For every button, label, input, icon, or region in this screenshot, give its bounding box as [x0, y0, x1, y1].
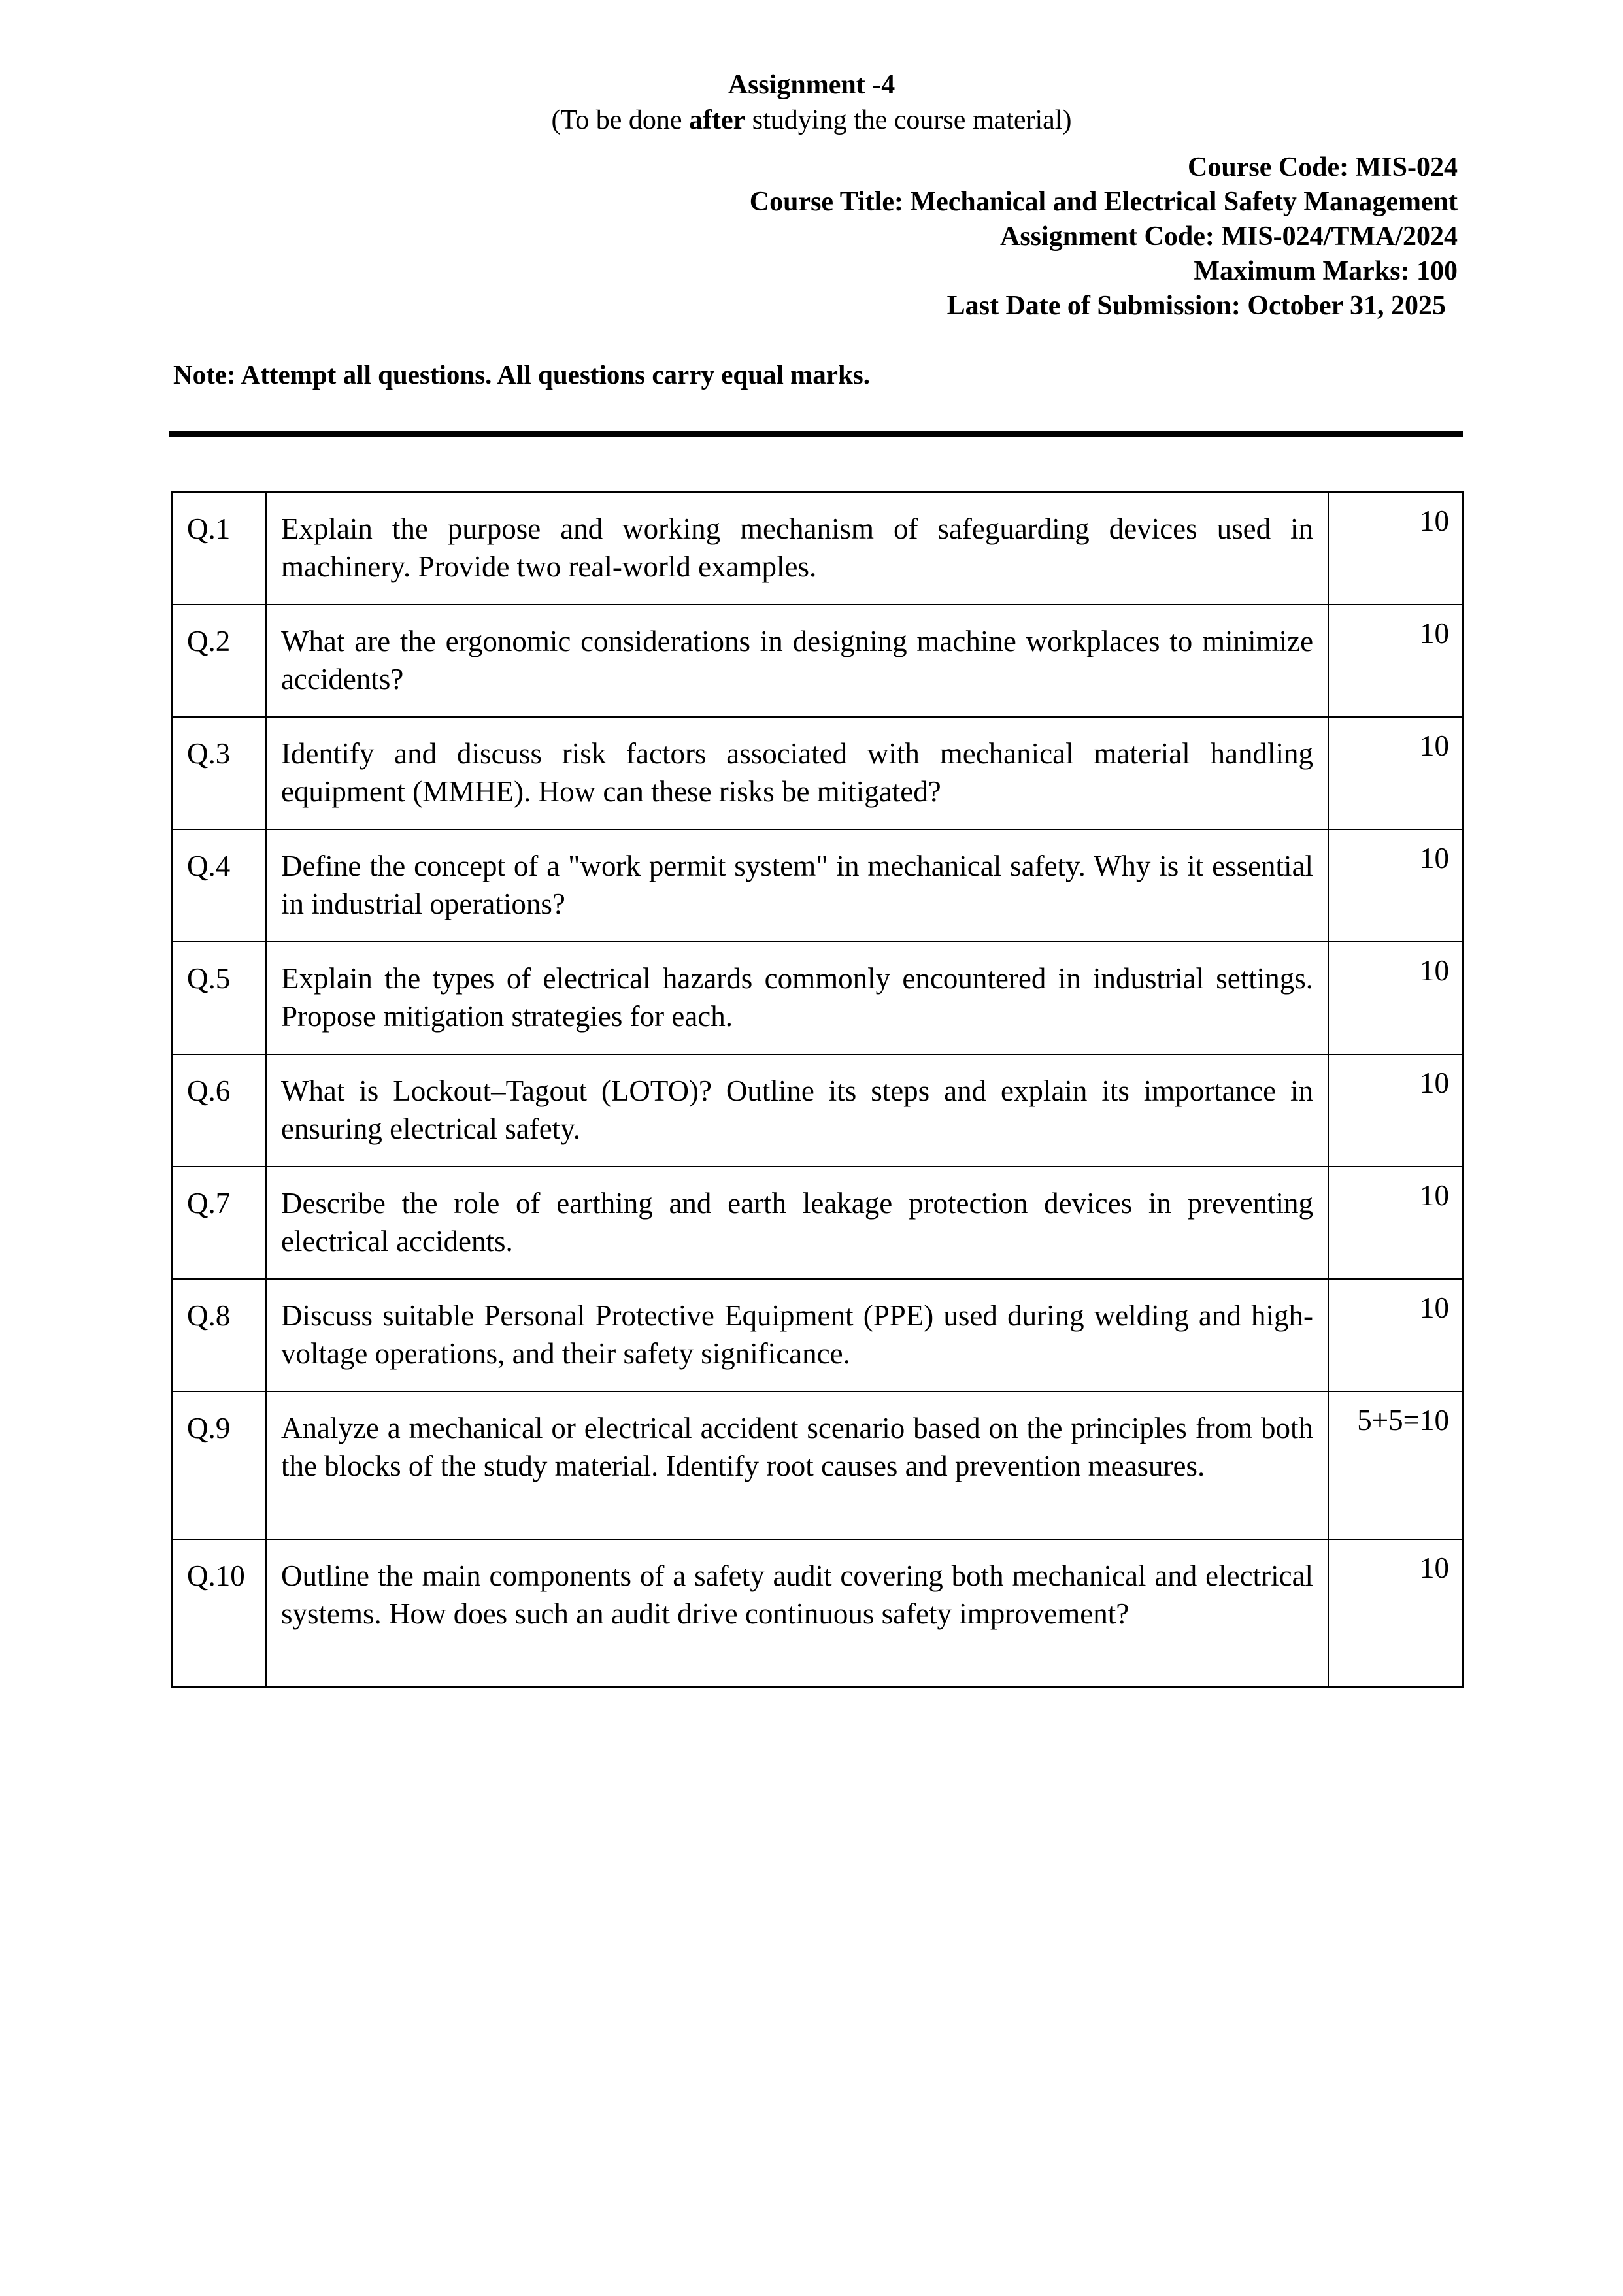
question-row: [172, 1279, 1463, 1391]
question-row: [172, 829, 1463, 942]
question-marks: 5+5=10: [1328, 1391, 1463, 1539]
question-marks: 10: [1328, 942, 1463, 1054]
subtitle-prefix: (To be done: [551, 105, 690, 135]
assignment-code: Assignment Code: MIS-024/TMA/2024: [1000, 222, 1458, 252]
question-row: [172, 1054, 1463, 1167]
question-row: [172, 1539, 1463, 1687]
question-number: Q.9: [172, 1391, 266, 1539]
questions-table: [171, 491, 1464, 1688]
header-divider: [169, 431, 1463, 437]
question-row: [172, 1167, 1463, 1279]
instructions-note: Note: Attempt all questions. All questions carry equal marks.: [173, 359, 870, 390]
question-text: Outline the main components of a safety audit covering both mechanical and electrical systems. How does such an audit drive continuous safety improvement?: [266, 1539, 1328, 1687]
question-row: [172, 717, 1463, 829]
question-row: [172, 942, 1463, 1054]
question-marks: 10: [1328, 1279, 1463, 1391]
subtitle-emphasis: after: [689, 105, 746, 135]
question-text: Describe the role of earthing and earth leakage protection devices in preventing electrical accidents.: [266, 1167, 1328, 1279]
question-number: Q.7: [172, 1167, 266, 1279]
question-number: Q.1: [172, 492, 266, 605]
question-text: Analyze a mechanical or electrical accident scenario based on the principles from both the blocks of the study material. Identify root causes and prevention measures.: [266, 1391, 1328, 1539]
question-text: What are the ergonomic considerations in designing machine workplaces to minimize accidents?: [266, 605, 1328, 717]
question-marks: 10: [1328, 829, 1463, 942]
question-marks: 10: [1328, 492, 1463, 605]
question-text: Identify and discuss risk factors associated with mechanical material handling equipment (MMHE). How can these risks be mitigated?: [266, 717, 1328, 829]
question-text: Discuss suitable Personal Protective Equipment (PPE) used during welding and high-voltage operations, and their safety significance.: [266, 1279, 1328, 1391]
question-row: [172, 492, 1463, 605]
question-number: Q.8: [172, 1279, 266, 1391]
course-code: Course Code: MIS-024: [1188, 152, 1458, 182]
question-number: Q.4: [172, 829, 266, 942]
question-number: Q.10: [172, 1539, 266, 1687]
question-number: Q.2: [172, 605, 266, 717]
course-title: Course Title: Mechanical and Electrical Safety Management: [749, 187, 1458, 217]
subtitle-suffix: studying the course material): [745, 105, 1072, 135]
question-marks: 10: [1328, 1167, 1463, 1279]
question-text: Explain the purpose and working mechanism of safeguarding devices used in machinery. Provide two real-world examples.: [266, 492, 1328, 605]
question-row: [172, 605, 1463, 717]
question-text: What is Lockout–Tagout (LOTO)? Outline its steps and explain its importance in ensuring electrical safety.: [266, 1054, 1328, 1167]
assignment-title: Assignment -4: [728, 70, 895, 100]
last-date-of-submission: Last Date of Submission: October 31, 2025: [946, 291, 1446, 321]
question-number: Q.6: [172, 1054, 266, 1167]
course-meta-block: [750, 150, 1458, 324]
assignment-subtitle: [0, 102, 1623, 139]
maximum-marks: Maximum Marks: 100: [1194, 256, 1458, 286]
question-row: [172, 1391, 1463, 1539]
question-number: Q.5: [172, 942, 266, 1054]
question-marks: 10: [1328, 1054, 1463, 1167]
question-marks: 10: [1328, 605, 1463, 717]
question-text: Explain the types of electrical hazards commonly encountered in industrial settings. Propose mitigation strategies for each.: [266, 942, 1328, 1054]
question-text: Define the concept of a "work permit system" in mechanical safety. Why is it essential in industrial operations?: [266, 829, 1328, 942]
question-marks: 10: [1328, 1539, 1463, 1687]
question-number: Q.3: [172, 717, 266, 829]
question-marks: 10: [1328, 717, 1463, 829]
